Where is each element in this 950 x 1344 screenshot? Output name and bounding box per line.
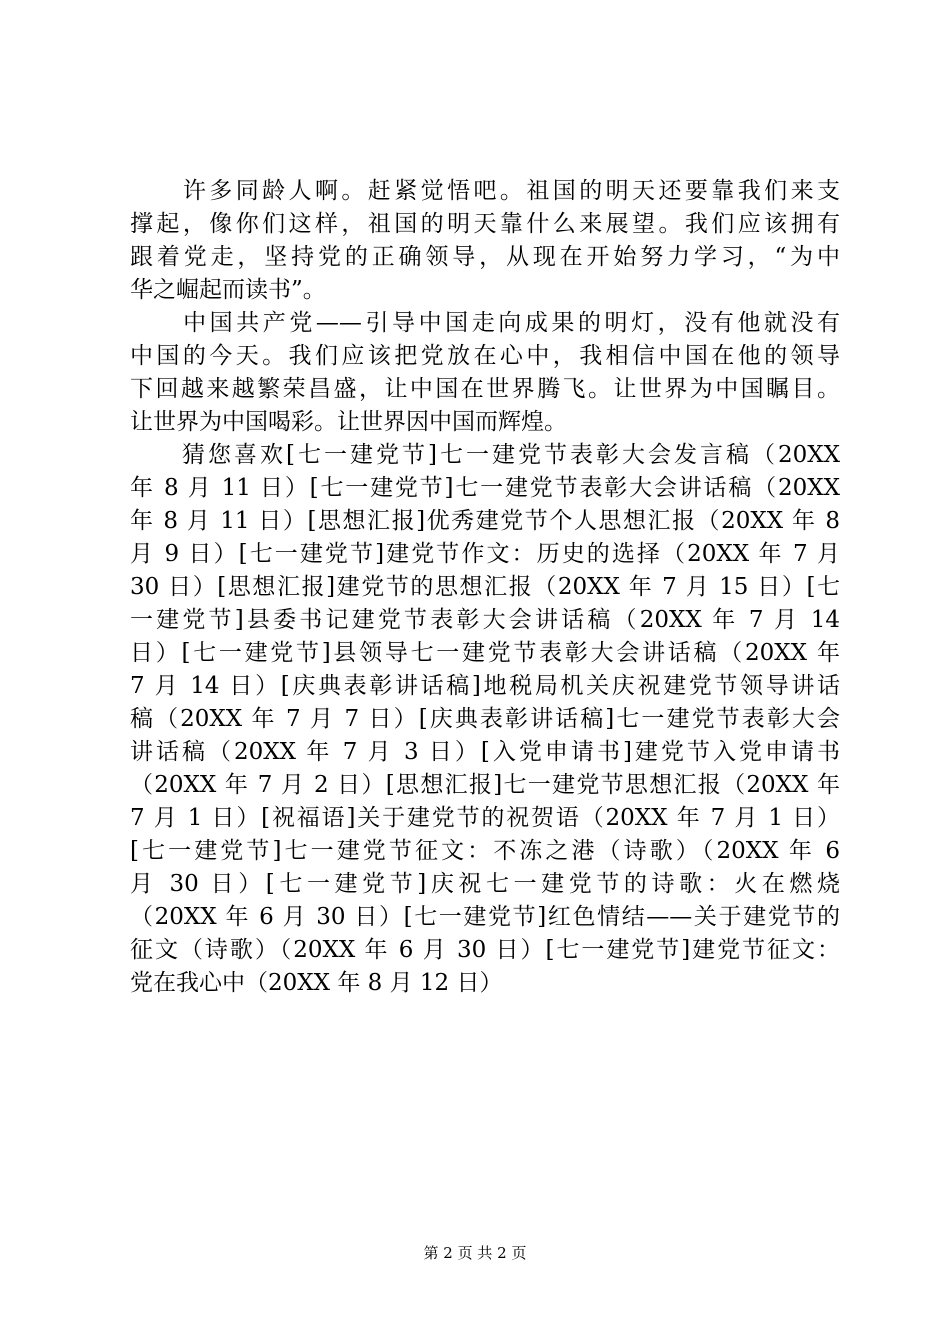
page-footer: 第 2 页 共 2 页: [423, 1244, 527, 1262]
text-line: 一建党节]县委书记建党节表彰大会讲话稿（20XX 年 7 月 14: [130, 607, 840, 633]
text-line: 7 月 14 日）[庆典表彰讲话稿]地税局机关庆祝建党节领导讲话: [130, 673, 840, 699]
text-line: 7 月 1 日）[祝福语]关于建党节的祝贺语（20XX 年 7 月 1 日）: [130, 805, 840, 831]
text-line: 中国的今天。我们应该把党放在心中，我相信中国在他的领导: [130, 343, 840, 369]
text-line: 党在我心中（20XX 年 8 月 12 日）: [130, 970, 503, 996]
text-line: 猜您喜欢[七一建党节]七一建党节表彰大会发言稿（20XX: [130, 442, 840, 468]
text-line: 稿（20XX 年 7 月 7 日）[庆典表彰讲话稿]七一建党节表彰大会: [130, 706, 840, 732]
text-line: 月 30 日）[七一建党节]庆祝七一建党节的诗歌：火在燃烧: [130, 871, 840, 897]
text-line: 讲话稿（20XX 年 7 月 3 日）[入党申请书]建党节入党申请书: [130, 739, 840, 765]
text-line: 月 9 日）[七一建党节]建党节作文：历史的选择（20XX 年 7 月: [130, 541, 840, 567]
text-line: 征文（诗歌）（20XX 年 6 月 30 日）[七一建党节]建党节征文：: [130, 937, 840, 963]
text-line: 中国共产党——引导中国走向成果的明灯，没有他就没有: [130, 310, 840, 336]
text-line: 跟着党走，坚持党的正确领导，从现在开始努力学习，“为中: [130, 244, 840, 270]
text-line: 日）[七一建党节]县领导七一建党节表彰大会讲话稿（20XX 年: [130, 640, 840, 666]
text-line: 年 8 月 11 日）[七一建党节]七一建党节表彰大会讲话稿（20XX: [130, 475, 840, 501]
text-line: （20XX 年 6 月 30 日）[七一建党节]红色情结——关于建党节的: [130, 904, 840, 930]
text-line: 撑起，像你们这样，祖国的明天靠什么来展望。我们应该拥有: [130, 211, 840, 237]
text-line: 华之崛起而读书”。: [130, 277, 326, 303]
text-line: 下回越来越繁荣昌盛，让中国在世界腾飞。让世界为中国瞩目。: [130, 376, 840, 402]
document-body: [130, 175, 840, 1000]
text-line: [七一建党节]七一建党节征文：不冻之港（诗歌）（20XX 年 6: [130, 838, 840, 864]
text-line: 许多同龄人啊。赶紧觉悟吧。祖国的明天还要靠我们来支: [130, 178, 840, 204]
text-line: 年 8 月 11 日）[思想汇报]优秀建党节个人思想汇报（20XX 年 8: [130, 508, 840, 534]
text-line: 30 日）[思想汇报]建党节的思想汇报（20XX 年 7 月 15 日）[七: [130, 574, 840, 600]
text-line: （20XX 年 7 月 2 日）[思想汇报]七一建党节思想汇报（20XX 年: [130, 772, 840, 798]
text-line: 让世界为中国喝彩。让世界因中国而辉煌。: [130, 409, 567, 435]
